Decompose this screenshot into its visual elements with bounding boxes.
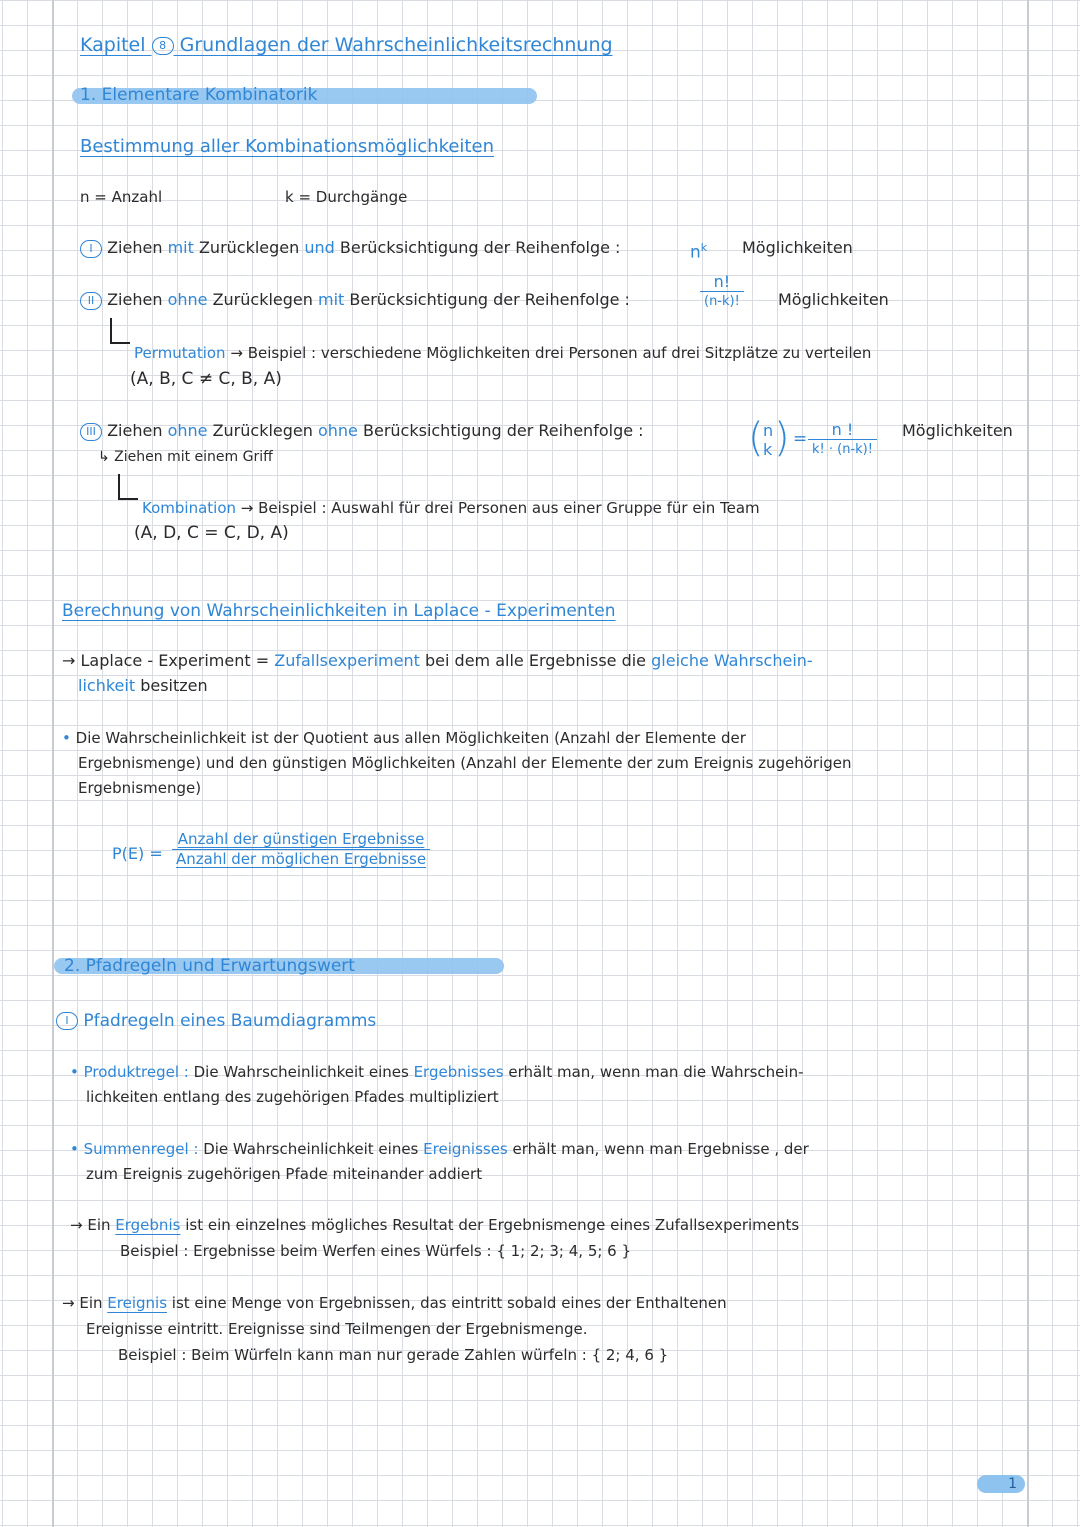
laplace-bullet-line1	[62, 727, 746, 749]
section1-heading: 1. Elementare Kombinatorik	[80, 85, 318, 105]
laplace-def-term2: gleiche Wahrschein-	[651, 651, 813, 670]
ergebnis-example: Beispiel : Ergebnisse beim Werfen eines Würfels : { 1; 2; 3; 4, 5; 6 }	[120, 1242, 632, 1260]
case2-post: Berücksichtigung der Reihenfolge :	[349, 290, 630, 309]
laplace-def-mid: bei dem alle Ergebnisse die	[425, 651, 647, 670]
case1-pre: Ziehen	[107, 238, 163, 257]
case1-w1: mit	[167, 238, 194, 257]
case2-mid: Zurücklegen	[212, 290, 313, 309]
ergebnis-pre: → Ein	[70, 1216, 111, 1234]
laplace-bullet-line3: Ergebnismenge)	[78, 779, 202, 797]
summen-line1	[70, 1138, 809, 1160]
case3-post: Berücksichtigung der Reihenfolge :	[363, 421, 644, 440]
case2-fraction	[700, 272, 744, 311]
laplace-def-term: Zufallsexperiment	[274, 651, 420, 670]
summen-line2: zum Ereignis zugehörigen Pfade miteinander addiert	[86, 1165, 483, 1183]
bullet-dot-2: •	[70, 1063, 79, 1081]
kombination-term: Kombination	[142, 499, 236, 517]
case3-line	[80, 420, 644, 442]
sub1-number-badge: I	[56, 1012, 78, 1030]
bullet-dot: •	[62, 729, 71, 747]
pe-label: P(E) =	[112, 844, 163, 863]
page-title	[80, 34, 613, 56]
section2-heading: 2. Pfadregeln und Erwartungswert	[64, 956, 355, 976]
case2-number-badge: II	[80, 292, 102, 310]
summen-a: Die Wahrscheinlichkeit eines	[203, 1140, 419, 1158]
produktregel-term: Produktregel :	[83, 1063, 189, 1081]
binom-bottom: k	[763, 440, 773, 459]
produkt-a: Die Wahrscheinlichkeit eines	[193, 1063, 409, 1081]
case2-line	[80, 289, 630, 311]
case3-frac-den: k! · (n-k)!	[812, 442, 873, 457]
section2-sub1	[56, 1010, 376, 1032]
case2-frac-num: n!	[700, 272, 744, 292]
k-definition: k = Durchgänge	[285, 188, 408, 206]
case3-frac-num: n !	[808, 420, 877, 440]
case1-w2: und	[304, 238, 335, 257]
n-definition: n = Anzahl	[80, 188, 163, 206]
page-edge-left	[52, 0, 54, 1527]
title-text: Grundlagen der Wahrscheinlichkeitsrechnung	[179, 34, 613, 56]
ereignis-post: ist eine Menge von Ergebnissen, das eintritt sobald eines der Enthaltenen	[171, 1294, 727, 1312]
ereignis-example: Beispiel : Beim Würfeln kann man nur gerade Zahlen würfeln : { 2; 4, 6 }	[118, 1346, 669, 1364]
produkt-line1	[70, 1061, 804, 1083]
case3-binomial: ( n k )	[748, 415, 790, 461]
laplace-def-line2a: lichkeit	[78, 676, 136, 695]
kombination-note: (A, D, C = C, D, A)	[134, 523, 289, 543]
laplace-def-pre: → Laplace - Experiment =	[62, 651, 270, 670]
case1-post: Berücksichtigung der Reihenfolge :	[339, 238, 621, 257]
case2-frac-den: (n-k)!	[704, 294, 740, 309]
case3-hook-arrow	[118, 474, 138, 500]
case1-result: Möglichkeiten	[742, 238, 853, 257]
case2-pre: Ziehen	[107, 290, 163, 309]
case3-mid: Zurücklegen	[212, 421, 313, 440]
case2-hook-arrow	[110, 318, 130, 344]
sub1-text: Pfadregeln eines Baumdiagramms	[83, 1011, 377, 1031]
ereignis-term: Ereignis	[107, 1294, 168, 1312]
summen-b: erhält man, wenn man Ergebnisse , der	[512, 1140, 809, 1158]
kombination-example: → Beispiel : Auswahl für drei Personen aus einer Gruppe für ein Team	[240, 499, 760, 517]
chapter-number-badge: 8	[152, 37, 174, 55]
page-number: 1	[977, 1475, 1025, 1493]
case2-w1: ohne	[167, 290, 208, 309]
bullet-dot-3: •	[70, 1140, 79, 1158]
laplace-heading: Berechnung von Wahrscheinlichkeiten in Laplace - Experimenten	[62, 601, 616, 621]
case3-fraction	[808, 420, 877, 459]
pe-num: Anzahl der günstigen Ergebnisse	[172, 830, 430, 850]
ergebnis-line1	[70, 1214, 799, 1236]
case3-pre: Ziehen	[107, 421, 163, 440]
case1-number-badge: I	[80, 240, 102, 258]
case1-formula-exp: k	[700, 241, 708, 254]
case2-permutation-line	[134, 342, 871, 364]
ergebnis-term: Ergebnis	[115, 1216, 181, 1234]
permutation-example: → Beispiel : verschiedene Möglichkeiten drei Personen auf drei Sitzplätze zu verteilen	[230, 344, 872, 362]
ereignis-line1	[62, 1292, 727, 1314]
ereignis-line2: Ereignisse eintritt. Ereignisse sind Teilmengen der Ergebnismenge.	[86, 1320, 588, 1338]
section1-subheading: Bestimmung aller Kombinationsmöglichkeiten	[80, 136, 494, 157]
laplace-bullet-line2: Ergebnismenge) und den günstigen Möglichkeiten (Anzahl der Elemente der zum Ereignis zugehörigen	[78, 754, 852, 772]
produkt-b: erhält man, wenn man die Wahrschein-	[508, 1063, 804, 1081]
case1-formula-base: n	[690, 242, 701, 263]
case1-mid: Zurücklegen	[198, 238, 300, 257]
ergebnis-post: ist ein einzelnes mögliches Resultat der Ergebnismenge eines Zufallsexperiments	[185, 1216, 800, 1234]
laplace-definition-line2	[78, 675, 208, 697]
case3-equals: =	[793, 429, 808, 449]
laplace-definition-line1	[62, 650, 813, 672]
summen-term2: Ereignisses	[423, 1140, 508, 1158]
produkt-term2: Ergebnisses	[413, 1063, 504, 1081]
ereignis-pre: → Ein	[62, 1294, 103, 1312]
page-edge-right	[1027, 0, 1029, 1527]
case2-result: Möglichkeiten	[778, 290, 889, 309]
laplace-def-line2b: besitzen	[140, 676, 208, 695]
case2-w2: mit	[317, 290, 345, 309]
permutation-term: Permutation	[134, 344, 226, 362]
case3-subnote: ↳ Ziehen mit einem Griff	[98, 449, 273, 465]
laplace-bullet-text1: Die Wahrscheinlichkeit ist der Quotient aus allen Möglichkeiten (Anzahl der Elemente der	[75, 729, 746, 747]
produkt-line2: lichkeiten entlang des zugehörigen Pfades multipliziert	[86, 1088, 499, 1106]
case3-number-badge: III	[80, 423, 102, 441]
pe-den: Anzahl der möglichen Ergebnisse	[176, 850, 427, 868]
case3-w1: ohne	[167, 421, 208, 440]
title-prefix: Kapitel	[80, 34, 146, 56]
binom-top: n	[763, 421, 774, 440]
pe-fraction	[172, 830, 430, 869]
summenregel-term: Summenregel :	[83, 1140, 199, 1158]
case1-formula	[690, 237, 707, 264]
case1-line	[80, 237, 620, 259]
permutation-note: (A, B, C ≠ C, B, A)	[130, 369, 282, 389]
case3-result: Möglichkeiten	[902, 421, 1013, 440]
case3-kombination-line	[142, 497, 760, 519]
case3-w2: ohne	[317, 421, 358, 440]
